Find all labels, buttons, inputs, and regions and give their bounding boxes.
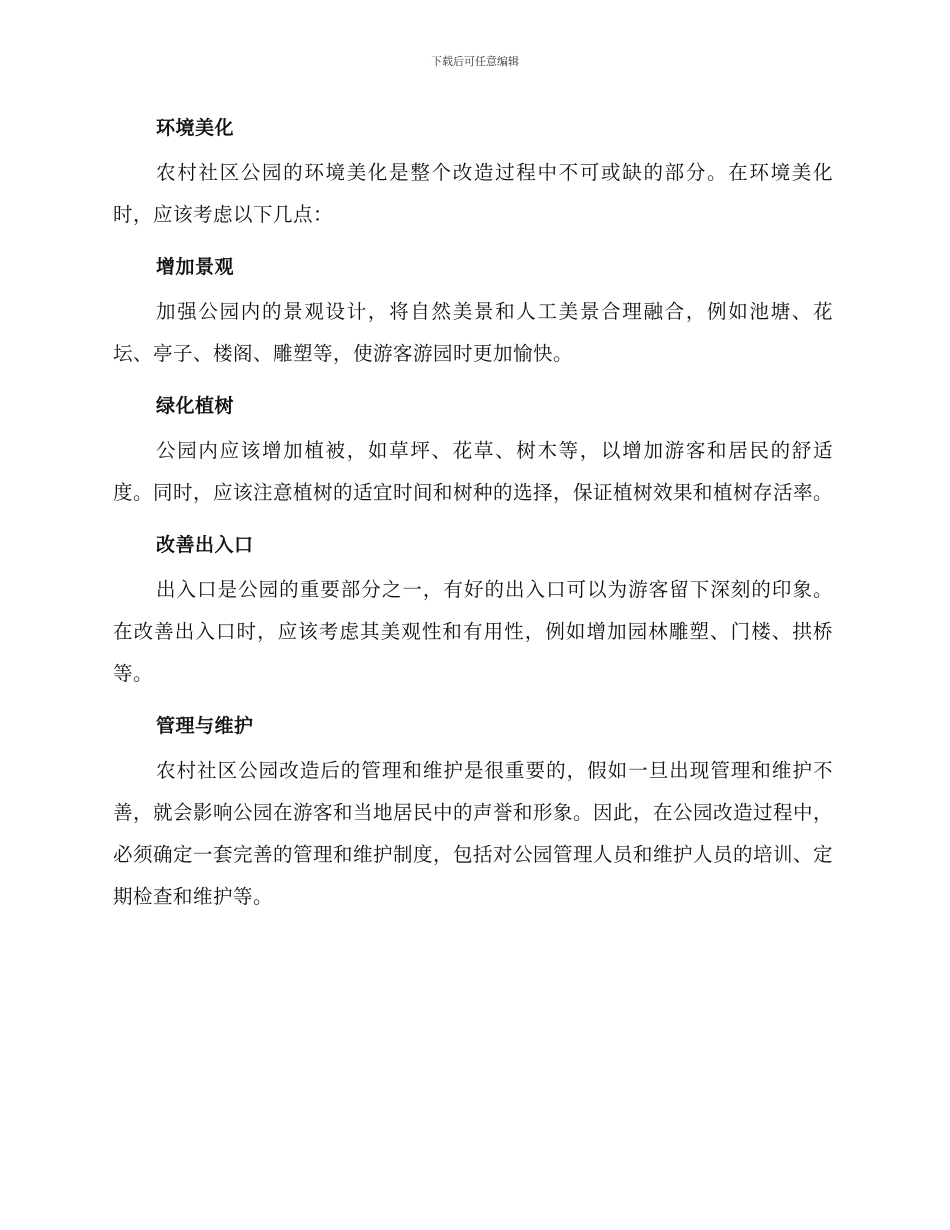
- section-heading-entrance: 改善出入口: [156, 534, 254, 556]
- section-heading-greening: 绿化植树: [156, 395, 235, 417]
- section-paragraph-landscape: 加强公园内的景观设计，将自然美景和人工美景合理融合，例如池塘、花坛、亭子、楼阁、雕塑等，使游客游园时更加愉快。: [113, 300, 833, 365]
- section-heading-maintenance: 管理与维护: [156, 715, 254, 737]
- section-paragraph-entrance: 出入口是公园的重要部分之一，有好的出入口可以为游客留下深刻的印象。在改善出入口时，应该考虑其美观性和有用性，例如增加园林雕塑、门楼、拱桥等。: [113, 578, 833, 685]
- section-paragraph-environment: 农村社区公园的环境美化是整个改造过程中不可或缺的部分。在环境美化时，应该考虑以下几点：: [113, 161, 833, 226]
- section-paragraph-greening: 公园内应该增加植被，如草坪、花草、树木等，以增加游客和居民的舒适度。同时，应该注意植树的适宜时间和树种的选择，保证植树效果和植树存活率。: [113, 439, 834, 504]
- section-heading-environment: 环境美化: [156, 117, 235, 139]
- section-paragraph-maintenance: 农村社区公园改造后的管理和维护是很重要的，假如一旦出现管理和维护不善，就会影响公园在游客和当地居民中的声誉和形象。因此，在公园改造过程中，必须确定一套完善的管理和维护制度，包括对公园管理人员和维护人员的培训、定期检查和维护等。: [113, 759, 834, 908]
- page-header: 下载后可任意编辑: [431, 55, 519, 68]
- document-body: [113, 107, 833, 928]
- section-heading-landscape: 增加景观: [156, 256, 235, 278]
